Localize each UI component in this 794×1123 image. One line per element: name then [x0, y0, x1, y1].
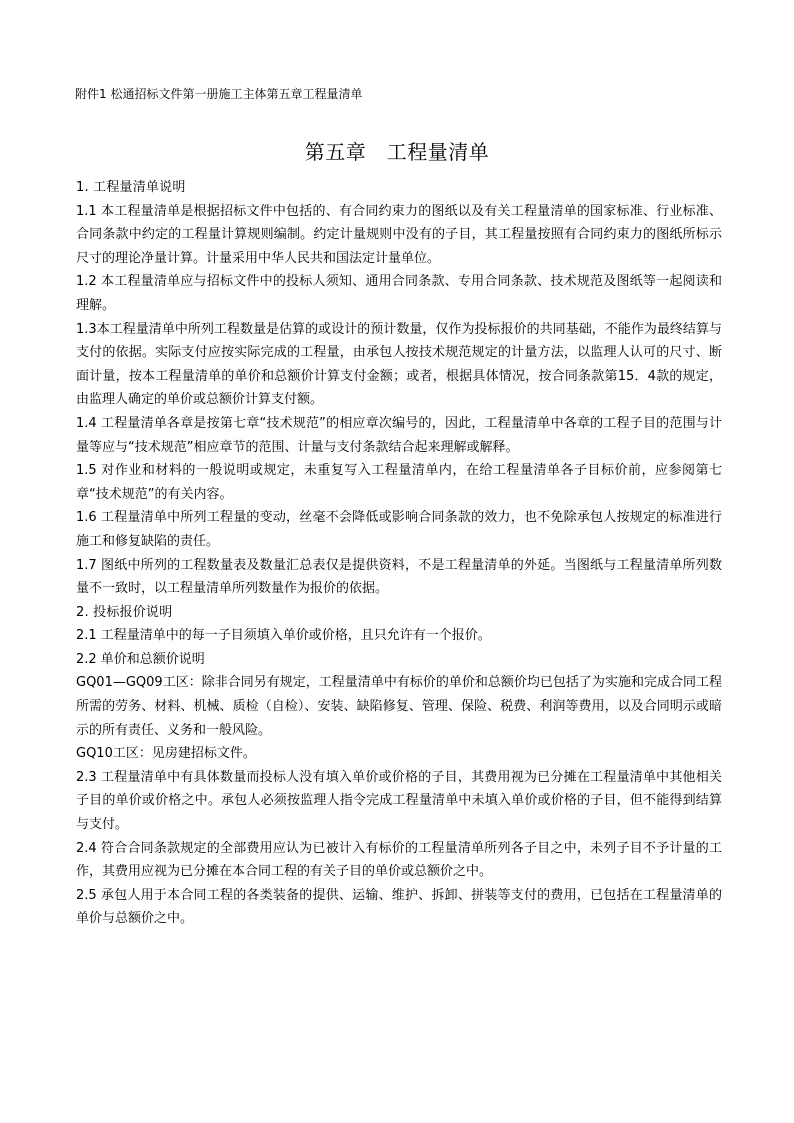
document-body — [76, 176, 722, 931]
paragraph-2-5: 2.5 承包人用于本合同工程的各类装备的提供、运输、维护、拆卸、拼装等支付的费用，已包括在工程量清单的单价与总额价之中。 — [76, 887, 722, 927]
paragraph-1-2: 1.2 本工程量清单应与招标文件中的投标人须知、通用合同条款、专用合同条款、技术规范及图纸等一起阅读和理解。 — [76, 274, 722, 313]
paragraph-2-2-gq01-gq09: GQ01—GQ09工区：除非合同另有规定，工程量清单中有标价的单价和总额价均已包括了为实施和完成合同工程所需的劳务、材料、机械、质检（自检）、安装、缺陷修复、管理、保险、税费、利润等费用，以及合同明示或暗示的所有责任、义务和一般风险。 — [76, 675, 722, 738]
paragraph-2-3: 2.3 工程量清单中有具体数量而投标人没有填入单价或价格的子目，其费用视为已分摊在工程量清单中其他相关子目的单价或价格之中。承包人必须按监理人指令完成工程量清单中未填入单价或价格的子目，但不能得到结算与支付。 — [76, 769, 722, 833]
paragraph-1-5: 1.5 对作业和材料的一般说明或规定，未重复写入工程量清单内，在给工程量清单各子目标价前，应参阅第七章“技术规范”的有关内容。 — [76, 463, 722, 502]
section-1-heading: 1. 工程量清单说明 — [76, 180, 186, 195]
paragraph-2-2: 2.2 单价和总额价说明 — [76, 651, 205, 667]
attachment-header: 附件1 松通招标文件第一册施工主体第五章工程量清单 — [75, 87, 363, 101]
chapter-title: 第五章 工程量清单 — [304, 140, 490, 164]
paragraph-2-2-gq10: GQ10工区：见房建招标文件。 — [76, 746, 256, 762]
paragraph-1-4: 1.4 工程量清单各章是按第七章“技术规范”的相应章次编号的，因此，工程量清单中各章的工程子目的范围与计量等应与“技术规范”相应章节的范围、计量与支付条款结合起来理解或解释。 — [76, 415, 722, 455]
paragraph-1-3: 1.3本工程量清单中所列工程数量是估算的或设计的预计数量，仅作为投标报价的共同基础，不能作为最终结算与支付的依据。实际支付应按实际完成的工程量，由承包人按技术规范规定的计量方法，以监理人认可的尺寸、断面计量，按本工程量清单的单价和总额价计算支付金额；或者，根据具体情况，按合同条款第15．4款的规定，由监理人确定的单价或总额价计算支付额。 — [76, 321, 722, 408]
paragraph-1-1: 1.1 本工程量清单是根据招标文件中包括的、有合同约束力的图纸以及有关工程量清单的国家标准、行业标准、合同条款中约定的工程量计算规则编制。约定计量规则中没有的子目，其工程量按照有合同约束力的图纸所标示尺寸的理论净量计算。计量采用中华人民共和国法定计量单位。 — [76, 203, 722, 266]
paragraph-2-4: 2.4 符合合同条款规定的全部费用应认为已被计入有标价的工程量清单所列各子目之中，未列子目不予计量的工作，其费用应视为已分摊在本合同工程的有关子目的单价或总额价之中。 — [76, 840, 722, 880]
section-2-heading: 2. 投标报价说明 — [76, 604, 173, 620]
paragraph-2-1: 2.1 工程量清单中的每一子目须填入单价或价格，且只允许有一个报价。 — [76, 628, 491, 644]
paragraph-1-7: 1.7 图纸中所列的工程数量表及数量汇总表仅是提供资料，不是工程量清单的外延。当图纸与工程量清单所列数量不一致时，以工程量清单所列数量作为报价的依据。 — [76, 557, 722, 597]
paragraph-1-6: 1.6 工程量清单中所列工程量的变动，丝毫不会降低或影响合同条款的效力，也不免除承包人按规定的标准进行施工和修复缺陷的责任。 — [76, 510, 722, 549]
